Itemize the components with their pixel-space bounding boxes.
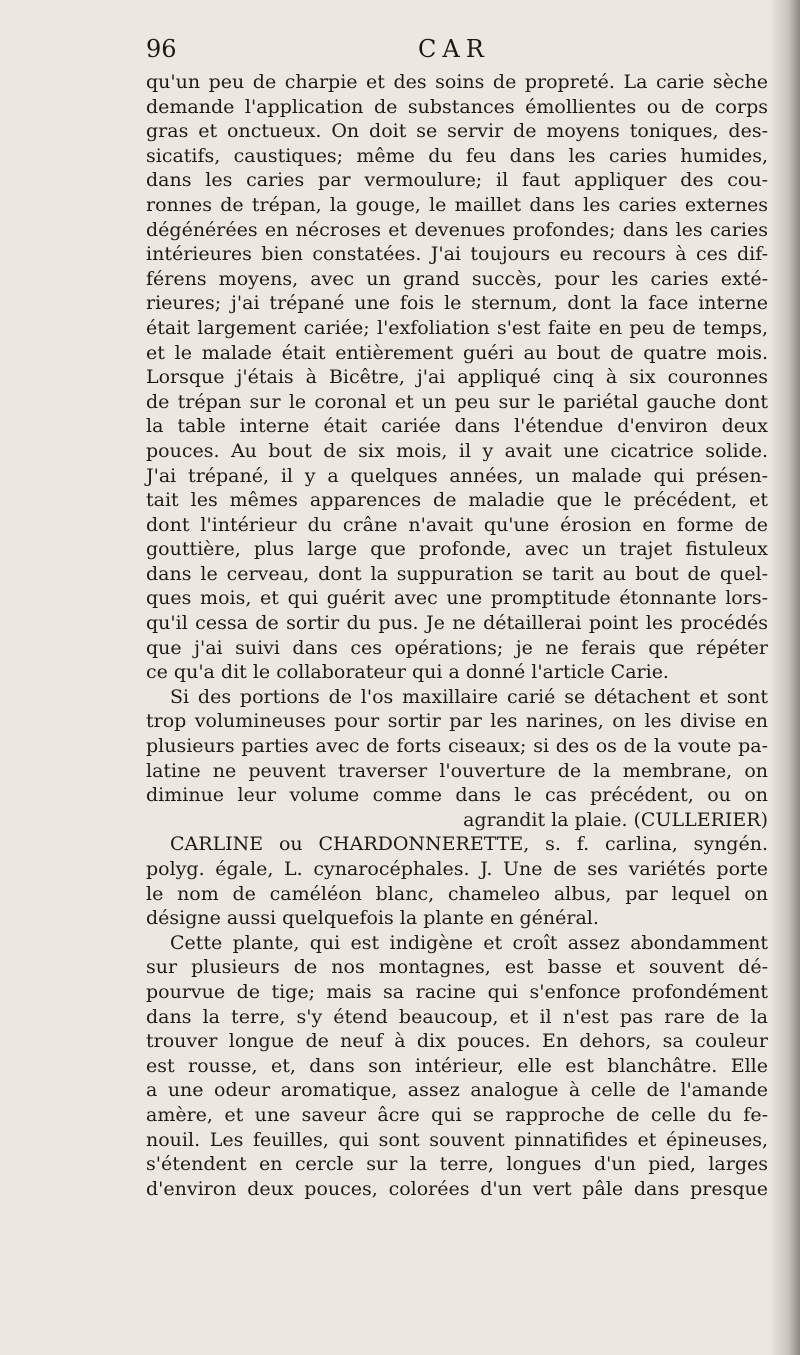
text-line: rieures; j'ai trépané une fois le sternum, dont la face interne	[146, 292, 768, 315]
text-line: polyg. égale, L. cynarocéphales. J. Une de ses variétés porte	[146, 858, 768, 880]
text-line: dégénérées en nécroses et devenues profondes; dans les caries	[146, 218, 768, 241]
text-line: d'environ deux pouces, colorées d'un vert pâle dans presque	[146, 1177, 768, 1200]
text-line: Cette plante, qui est indigène et croît assez abondamment	[170, 931, 768, 954]
text-line: agrandit la plaie. (CULLERIER)	[463, 808, 768, 831]
text-line: la table interne était cariée dans l'étendue d'environ deux	[146, 415, 768, 438]
text-line: s'étendent en cercle sur la terre, longues d'un pied, larges	[146, 1153, 768, 1176]
text-line: sur plusieurs de nos montagnes, est basse et souvent dé-	[146, 956, 768, 979]
text-line: plusieurs parties avec de forts ciseaux; si des os de la voute pa-	[146, 735, 768, 758]
text-line: dans la terre, s'y étend beaucoup, et il n'est pas rare de la	[146, 1005, 768, 1028]
text-line: a une odeur aromatique, assez analogue à celle de l'amande	[146, 1079, 768, 1102]
text-line: diminue leur volume comme dans le cas précédent, ou on	[146, 784, 768, 807]
text-line: tait les mêmes apparences de maladie que le précédent, et	[146, 489, 768, 512]
text-line: de trépan sur le coronal et un peu sur le pariétal gauche dont	[146, 390, 768, 413]
text-line: J'ai trépané, il y a quelques années, un malade qui présen-	[146, 464, 768, 487]
page-number: 96	[146, 35, 177, 63]
text-line: est rousse, et, dans son intérieur, elle est blanchâtre. Elle	[146, 1054, 768, 1077]
text-line: demande l'application de substances émollientes ou de corps	[146, 95, 768, 118]
text-line: était largement cariée; l'exfoliation s'est faite en peu de temps,	[146, 316, 768, 339]
text-line: trop volumineuses pour sortir par les narines, on les divise en	[146, 710, 768, 733]
text-line: désigne aussi quelquefois la plante en général.	[146, 907, 599, 930]
text-line: qu'un peu de charpie et des soins de propreté. La carie sèche	[146, 71, 768, 93]
entry-heading-line: CARLINE ou CHARDONNERETTE, s. f. carlina, syngén.	[170, 833, 768, 856]
text-line: Lorsque j'étais à Bicêtre, j'ai appliqué cinq à six couronnes	[146, 366, 768, 389]
text-line: trouver longue de neuf à dix pouces. En dehors, sa couleur	[146, 1030, 768, 1053]
text-line: amère, et une saveur âcre qui se rapproche de celle du fe-	[146, 1103, 768, 1126]
body-text	[146, 70, 768, 1201]
text-line: dont l'intérieur du crâne n'avait qu'une érosion en forme de	[146, 513, 768, 536]
text-line: Si des portions de l'os maxillaire carié se détachent et sont	[170, 685, 768, 708]
text-line: qu'il cessa de sortir du pus. Je ne détaillerai point les procédés	[146, 612, 768, 635]
running-head: CAR	[418, 35, 490, 63]
text-line: que j'ai suivi dans ces opérations; je ne ferais que répéter	[146, 636, 768, 659]
text-line: gouttière, plus large que profonde, avec un trajet fistuleux	[146, 538, 768, 561]
text-line: ronnes de trépan, la gouge, le maillet dans les caries externes	[146, 193, 768, 216]
text-line: ques mois, et qui guérit avec une promptitude étonnante lors-	[146, 587, 768, 610]
text-line: pouces. Au bout de six mois, il y avait une cicatrice solide.	[146, 439, 768, 462]
text-line: latine ne peuvent traverser l'ouverture de la membrane, on	[146, 759, 768, 782]
text-line: le nom de caméléon blanc, chameleo albus, par lequel on	[146, 882, 768, 905]
text-line: nouil. Les feuilles, qui sont souvent pinnatifides et épineuses,	[146, 1128, 768, 1151]
page-header	[146, 34, 766, 64]
text-line: gras et onctueux. On doit se servir de moyens toniques, des-	[146, 120, 768, 143]
text-line: dans le cerveau, dont la suppuration se tarit au bout de quel-	[146, 562, 768, 585]
text-line: sicatifs, caustiques; même du feu dans les caries humides,	[146, 144, 768, 167]
page-gutter-shadow	[770, 0, 800, 1355]
text-line: dans les caries par vermoulure; il faut appliquer des cou-	[146, 169, 768, 192]
text-line: ce qu'a dit le collaborateur qui a donné l'article Carie.	[146, 661, 669, 684]
text-line: pourvue de tige; mais sa racine qui s'enfonce profondément	[146, 980, 768, 1003]
text-line: et le malade était entièrement guéri au bout de quatre mois.	[146, 341, 768, 364]
text-line: intérieures bien constatées. J'ai toujours eu recours à ces dif-	[146, 243, 768, 266]
text-line: férens moyens, avec un grand succès, pour les caries exté-	[146, 267, 768, 290]
